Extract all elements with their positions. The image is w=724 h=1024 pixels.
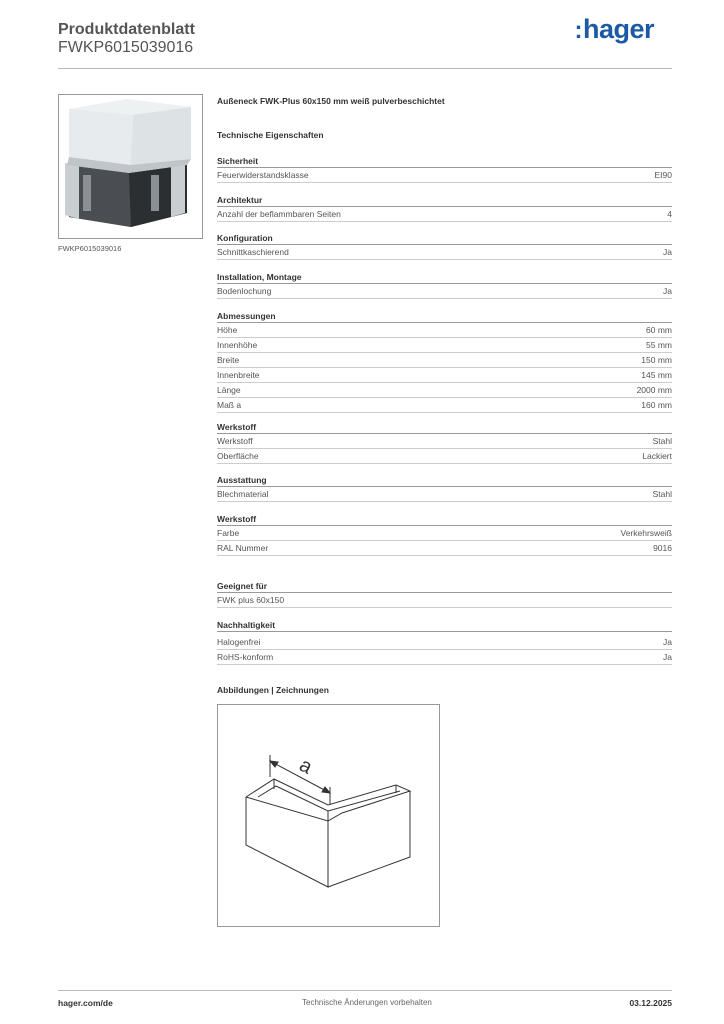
footer-disclaimer: Technische Änderungen vorbehalten — [302, 998, 432, 1007]
row-label: Innenbreite — [217, 370, 260, 380]
row-value: Stahl — [652, 489, 672, 499]
row-label: Innenhöhe — [217, 340, 258, 350]
section-sustainability — [217, 619, 672, 665]
tech-properties-heading: Technische Eigenschaften — [217, 130, 324, 140]
row-label: Länge — [217, 385, 241, 395]
header-divider — [58, 68, 672, 69]
row-value: 60 mm — [646, 325, 672, 335]
section-title: Abmessungen — [217, 310, 672, 323]
row-value: 150 mm — [641, 355, 672, 365]
row-label: RoHS-konform — [217, 652, 274, 662]
row-value: Ja — [663, 247, 672, 257]
table-row — [217, 650, 672, 665]
row-value: Ja — [663, 652, 672, 662]
table-row — [217, 207, 672, 222]
row-label: Halogenfrei — [217, 637, 261, 647]
row-label: Breite — [217, 355, 240, 365]
table-row — [217, 353, 672, 368]
row-label: Bodenlochung — [217, 286, 272, 296]
section-title: Werkstoff — [217, 421, 672, 434]
table-row — [217, 245, 672, 260]
row-label: RAL Nummer — [217, 543, 269, 553]
row-value: 145 mm — [641, 370, 672, 380]
section-title: Nachhaltigkeit — [217, 619, 672, 632]
section-title: Abbildungen | Zeichnungen — [217, 685, 329, 695]
section-title: Werkstoff — [217, 513, 672, 526]
table-row — [217, 593, 672, 608]
technical-drawing — [217, 704, 440, 927]
table-row — [217, 168, 672, 183]
section-configuration — [217, 232, 672, 260]
section-safety — [217, 155, 672, 183]
row-value: 55 mm — [646, 340, 672, 350]
product-title: Außeneck FWK-Plus 60x150 mm weiß pulverbeschichtet — [217, 96, 445, 106]
row-label: Schnittkaschierend — [217, 247, 289, 257]
table-row — [217, 338, 672, 353]
row-label: Werkstoff — [217, 436, 253, 446]
row-value: Ja — [663, 637, 672, 647]
section-title: Sicherheit — [217, 155, 672, 168]
section-suitable-for — [217, 580, 672, 608]
section-installation — [217, 271, 672, 299]
row-label: FWK plus 60x150 — [217, 595, 285, 605]
logo-text: hager — [582, 14, 654, 44]
product-photo-icon — [59, 95, 202, 238]
row-value: 160 mm — [641, 400, 672, 410]
row-value: Lackiert — [642, 451, 672, 461]
row-value: 4 — [667, 209, 672, 219]
row-label: Maß a — [217, 400, 242, 410]
footer-website[interactable]: hager.com/de — [58, 998, 113, 1008]
section-title: Ausstattung — [217, 474, 672, 487]
section-title: Geeignet für — [217, 580, 672, 593]
row-value: Verkehrsweiß — [620, 528, 672, 538]
logo-dots-icon: : — [574, 17, 582, 44]
section-material-color — [217, 513, 672, 556]
section-title: Architektur — [217, 194, 672, 207]
row-value: 2000 mm — [636, 385, 672, 395]
row-label: Oberfläche — [217, 451, 259, 461]
section-architecture — [217, 194, 672, 222]
table-row — [217, 541, 672, 556]
table-row — [217, 284, 672, 299]
table-row — [217, 526, 672, 541]
dimension-label: a — [295, 753, 316, 779]
product-image — [58, 94, 203, 239]
section-title: Konfiguration — [217, 232, 672, 245]
row-label: Anzahl der beflammbaren Seiten — [217, 209, 341, 219]
corner-drawing-icon — [218, 705, 439, 926]
footer-divider — [58, 990, 672, 991]
table-row — [217, 434, 672, 449]
table-row — [217, 368, 672, 383]
row-label: Feuerwiderstandsklasse — [217, 170, 309, 180]
section-dimensions — [217, 310, 672, 413]
row-value: EI90 — [654, 170, 672, 180]
brand-logo — [574, 14, 654, 45]
image-caption: FWKP6015039016 — [58, 244, 122, 253]
table-row — [217, 635, 672, 650]
row-label: Blechmaterial — [217, 489, 269, 499]
row-value: Ja — [663, 286, 672, 296]
footer-date: 03.12.2025 — [629, 998, 672, 1008]
section-equipment — [217, 474, 672, 502]
row-label: Höhe — [217, 325, 238, 335]
table-row — [217, 383, 672, 398]
section-drawings — [217, 684, 672, 697]
table-row — [217, 398, 672, 413]
table-row — [217, 487, 672, 502]
page-title: Produktdatenblatt — [58, 21, 195, 38]
section-material — [217, 421, 672, 464]
row-value: Stahl — [652, 436, 672, 446]
row-value: 9016 — [653, 543, 672, 553]
row-label: Farbe — [217, 528, 240, 538]
table-row — [217, 323, 672, 338]
table-row — [217, 449, 672, 464]
section-title: Installation, Montage — [217, 271, 672, 284]
product-code: FWKP6015039016 — [58, 39, 194, 56]
